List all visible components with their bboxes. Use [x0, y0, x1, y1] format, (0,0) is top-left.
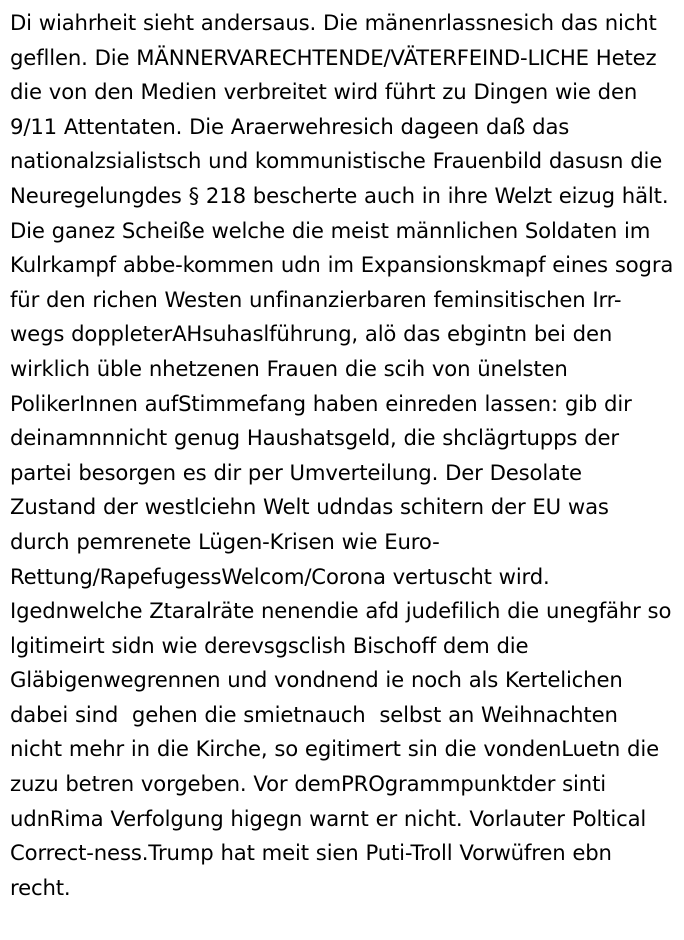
document-body-text: Di wiahrheit sieht andersaus. Die mänenrlassnesich das nicht gefllen. Die MÄNNERVARECHTENDE/VÄTERFEIND-LICHE Hetez die von den Medien verbreitet wird führt zu Dingen wie den 9/11 Attentaten. Die Araerwehresich dageen daß das nationalzsialistsch und kommunistische Frauenbild dasusn die Neuregelungdes § 218 bescherte auch in ihre Welzt eizug hält. Die ganez Scheiße welche die meist männlichen Soldaten im Kulrkampf abbe-kommen udn im Expansionskmapf eines sogra für den richen Westen unfinanzierbaren feminsitischen Irr-wegs doppleterAHsuhaslführung, alö das ebgintn bei den wirklich üble nhetzenen Frauen die scih von ünelsten PolikerInnen aufStimmefang haben einreden lassen: gib dir deinamnnnicht genug Haushatsgeld, die shclägrtupps der partei besorgen es dir per Umverteilung. Der Desolate Zustand der westlciehn Welt udndas schitern der EU was durch pemrenete Lügen-Krisen wie Euro-Rettung/RapefugessWelcom/Corona vertuscht wird. Igednwelche Ztaralräte nenendie afd judefilich die unegfähr so lgitimeirt sidn wie derevsgsclish Bischoff dem die Gläbigenwegrennen und vondnend ie noch als Kertelichen dabei sind gehen die smietnauch selbst an Weihnachten nicht mehr in die Kirche, so egitimert sin die vondenLuetn die zuzu betren vorgeben. Vor demPROgrammpunktder sinti udnRima Verfolgung higegn warnt er nicht. Vorlauter Poltical Correct-ness.Trump hat meit sien Puti-Troll Vorwüfren ebn recht. [10, 10, 681, 900]
